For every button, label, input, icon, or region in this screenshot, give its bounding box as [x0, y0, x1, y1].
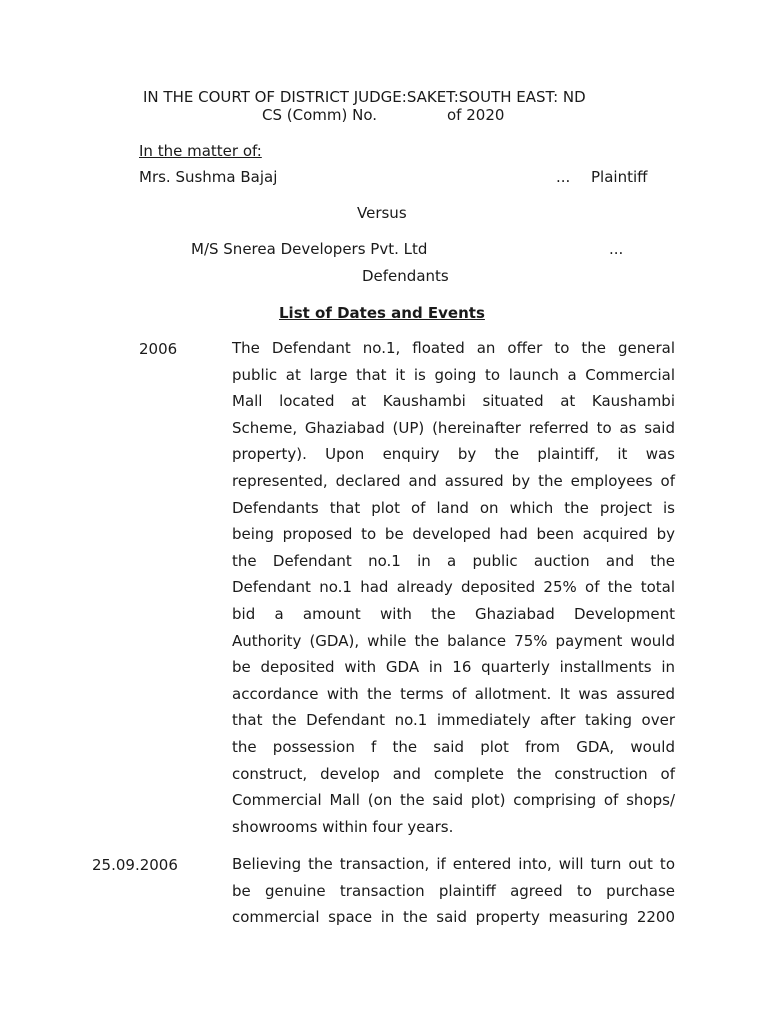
event-date: 2006	[139, 340, 178, 358]
plaintiff-role: Plaintiff	[591, 168, 648, 186]
event-line: that the Defendant no.1 immediately after taking over	[232, 711, 675, 730]
event-line: property). Upon enquiry by the plaintiff, it was	[232, 445, 675, 464]
event-line: the possession f the said plot from GDA, would	[232, 737, 675, 756]
event-line: The Defendant no.1, floated an offer to the general	[232, 339, 675, 357]
event-line: Commercial Mall (on the said plot) comprising of shops/	[232, 791, 675, 810]
event-line: Believing the transaction, if entered into, will turn out to	[232, 855, 675, 873]
event-line: Mall located at Kaushambi situated at Kaushambi	[232, 392, 675, 411]
event-date: 25.09.2006	[92, 856, 178, 874]
event-line: bid a amount with the Ghaziabad Development	[232, 604, 675, 623]
event-line: showrooms within four years.	[232, 817, 454, 836]
defendant-role: Defendants	[362, 267, 449, 285]
event-line: construct, develop and complete the construction of	[232, 764, 675, 783]
list-title: List of Dates and Events	[279, 304, 485, 322]
event-line: commercial space in the said property measuring 2200	[232, 908, 675, 927]
defendant-dots: ...	[609, 240, 624, 258]
event-line: Defendants that plot of land on which the project is	[232, 498, 675, 517]
event-line: public at large that it is going to launch a Commercial	[232, 365, 675, 384]
defendant-name: M/S Snerea Developers Pvt. Ltd	[191, 240, 428, 258]
event-description	[232, 335, 675, 840]
case-year: of 2020	[447, 106, 505, 124]
plaintiff-name: Mrs. Sushma Bajaj	[139, 168, 278, 186]
case-number-label: CS (Comm) No.	[262, 106, 378, 124]
event-line: be deposited with GDA in 16 quarterly installments in	[232, 658, 675, 677]
matter-label: In the matter of:	[139, 142, 262, 160]
event-line: being proposed to be developed had been acquired by	[232, 525, 675, 544]
plaintiff-dots: ...	[556, 168, 571, 186]
event-line: Defendant no.1 had already deposited 25% of the total	[232, 578, 675, 597]
versus-label: Versus	[357, 204, 407, 222]
event-line: represented, declared and assured by the employees of	[232, 471, 675, 490]
event-line: accordance with the terms of allotment. It was assured	[232, 684, 675, 703]
event-description	[232, 851, 675, 931]
event-line: Authority (GDA), while the balance 75% payment would	[232, 631, 675, 650]
event-line: the Defendant no.1 in a public auction and the	[232, 551, 675, 570]
event-line: be genuine transaction plaintiff agreed to purchase	[232, 881, 675, 900]
court-heading: IN THE COURT OF DISTRICT JUDGE:SAKET:SOUTH EAST: ND	[143, 88, 586, 106]
event-line: Scheme, Ghaziabad (UP) (hereinafter referred to as said	[232, 418, 675, 437]
